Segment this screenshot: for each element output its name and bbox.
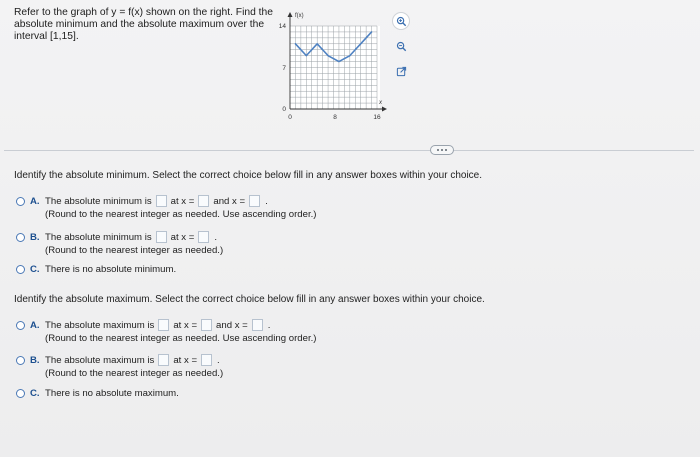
option-max-b[interactable]: B. The absolute maximum is at x = . (Round to the nearest integer as needed.): [16, 353, 223, 380]
radio-min-c[interactable]: [16, 265, 25, 274]
answer-box-min-value[interactable]: [156, 231, 167, 243]
radio-min-b[interactable]: [16, 233, 25, 242]
option-max-c[interactable]: C. There is no absolute maximum.: [16, 386, 179, 400]
prompt-line: absolute minimum and the absolute maximum over the: [14, 19, 265, 30]
answer-box-max-x2[interactable]: [252, 319, 263, 331]
answer-box-min-value[interactable]: [156, 195, 167, 207]
y-axis-arrow: [288, 12, 293, 17]
external-link-icon: [396, 66, 407, 77]
radio-max-b[interactable]: [16, 356, 25, 365]
x-tick-label: 8: [333, 114, 337, 121]
answer-box-max-x1[interactable]: [201, 319, 212, 331]
answer-box-max-value[interactable]: [158, 354, 169, 366]
y-axis-label: f(x): [295, 13, 304, 19]
y-tick-label: 0: [282, 106, 286, 113]
radio-max-a[interactable]: [16, 321, 25, 330]
zoom-out-icon: [396, 41, 407, 52]
answer-box-min-x1[interactable]: [198, 195, 209, 207]
zoom-out-button[interactable]: [392, 37, 410, 55]
prompt-line: interval [1,15].: [14, 31, 79, 42]
more-button[interactable]: [430, 145, 454, 155]
answer-box-max-value[interactable]: [158, 319, 169, 331]
zoom-in-button[interactable]: [392, 12, 410, 30]
answer-box-min-x[interactable]: [198, 231, 209, 243]
x-tick-label: 0: [288, 114, 292, 121]
x-axis-arrow: [382, 107, 387, 112]
function-graph: [276, 8, 388, 130]
radio-min-a[interactable]: [16, 197, 25, 206]
zoom-in-icon: [396, 16, 407, 27]
x-axis-label: x: [379, 100, 382, 106]
x-tick-label: 16: [373, 114, 381, 121]
option-hint: (Round to the nearest integer as needed. Use ascending order.): [45, 333, 317, 344]
option-hint: (Round to the nearest integer as needed.): [45, 245, 224, 256]
more-icon: [437, 149, 439, 151]
option-min-a[interactable]: A. The absolute minimum is at x = and x = . (Round to the nearest integer as needed. Use ascending order.): [16, 194, 316, 221]
answer-box-min-x2[interactable]: [249, 195, 260, 207]
y-tick-label: 14: [278, 23, 286, 30]
y-tick-label: 7: [282, 65, 286, 72]
option-min-b[interactable]: B. The absolute minimum is at x = . (Round to the nearest integer as needed.): [16, 230, 223, 257]
section-divider: [4, 150, 694, 151]
option-hint: (Round to the nearest integer as needed. Use ascending order.): [45, 209, 317, 220]
problem-prompt: [14, 7, 276, 43]
question-minimum: Identify the absolute minimum. Select the correct choice below fill in any answer boxes within your choice.: [14, 170, 483, 181]
radio-max-c[interactable]: [16, 389, 25, 398]
option-max-a[interactable]: A. The absolute maximum is at x = and x = . (Round to the nearest integer as needed. Use ascending order.): [16, 318, 316, 345]
prompt-line: Refer to the graph of y = f(x) shown on the right. Find the: [14, 7, 273, 18]
graph-svg: [276, 8, 388, 130]
option-hint: (Round to the nearest integer as needed.): [45, 368, 224, 379]
answer-box-max-x[interactable]: [201, 354, 212, 366]
popout-button[interactable]: [392, 62, 410, 80]
option-min-c[interactable]: C. There is no absolute minimum.: [16, 262, 176, 276]
question-maximum: Identify the absolute maximum. Select the correct choice below fill in any answer boxes within your choice.: [14, 294, 485, 305]
